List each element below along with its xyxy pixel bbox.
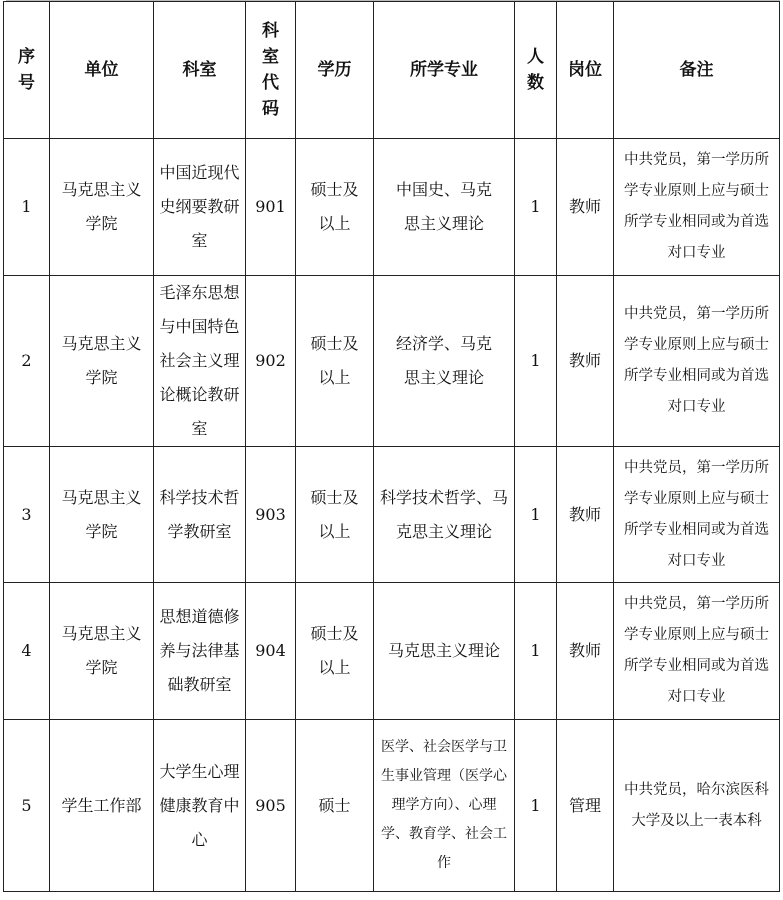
cell-no: 4 — [4, 583, 50, 720]
cell-remark: 中共党员，第一学历所学专业原则上应与硕士所学专业相同或为首选对口专业 — [614, 139, 780, 276]
header-no: 序号 — [4, 2, 50, 139]
cell-code: 901 — [246, 139, 296, 276]
cell-dept: 中国近现代史纲要教研室 — [154, 139, 246, 276]
cell-unit: 马克思主义学院 — [50, 447, 154, 583]
cell-code: 904 — [246, 583, 296, 720]
cell-major: 马克思主义理论 — [374, 583, 515, 720]
cell-remark: 中共党员，第一学历所学专业原则上应与硕士所学专业相同或为首选对口专业 — [614, 583, 780, 720]
cell-no: 1 — [4, 139, 50, 276]
cell-post: 教师 — [557, 583, 614, 720]
header-row — [4, 2, 780, 139]
cell-post: 教师 — [557, 276, 614, 447]
cell-dept: 大学生心理健康教育中心 — [154, 720, 246, 892]
cell-unit: 学生工作部 — [50, 720, 154, 892]
cell-unit: 马克思主义学院 — [50, 583, 154, 720]
table-row — [4, 276, 780, 447]
cell-major: 医学、社会医学与卫生事业管理（医学心理学方向）、心理学、教育学、社会工作 — [374, 720, 515, 892]
cell-major: 经济学、马克思主义理论 — [374, 276, 515, 447]
cell-no: 5 — [4, 720, 50, 892]
cell-code: 905 — [246, 720, 296, 892]
cell-unit: 马克思主义学院 — [50, 276, 154, 447]
cell-count: 1 — [515, 720, 557, 892]
cell-education: 硕士 — [296, 720, 374, 892]
cell-code: 903 — [246, 447, 296, 583]
recruitment-table — [3, 1, 780, 892]
header-dept-code: 科室代码 — [246, 2, 296, 139]
cell-post: 教师 — [557, 139, 614, 276]
cell-major: 中国史、马克思主义理论 — [374, 139, 515, 276]
cell-dept: 科学技术哲学教研室 — [154, 447, 246, 583]
cell-education: 硕士及以上 — [296, 583, 374, 720]
table-row — [4, 583, 780, 720]
cell-remark: 中共党员，第一学历所学专业原则上应与硕士所学专业相同或为首选对口专业 — [614, 447, 780, 583]
cell-post: 教师 — [557, 447, 614, 583]
table-row — [4, 720, 780, 892]
header-education: 学历 — [296, 2, 374, 139]
cell-remark: 中共党员，第一学历所学专业原则上应与硕士所学专业相同或为首选对口专业 — [614, 276, 780, 447]
cell-dept: 毛泽东思想与中国特色社会主义理论概论教研室 — [154, 276, 246, 447]
cell-education: 硕士及以上 — [296, 139, 374, 276]
cell-major: 科学技术哲学、马克思主义理论 — [374, 447, 515, 583]
cell-unit: 马克思主义学院 — [50, 139, 154, 276]
table-row — [4, 447, 780, 583]
cell-count: 1 — [515, 583, 557, 720]
cell-code: 902 — [246, 276, 296, 447]
cell-no: 3 — [4, 447, 50, 583]
cell-education: 硕士及以上 — [296, 276, 374, 447]
cell-post: 管理 — [557, 720, 614, 892]
header-dept: 科室 — [154, 2, 246, 139]
cell-remark: 中共党员，哈尔滨医科大学及以上一表本科 — [614, 720, 780, 892]
cell-count: 1 — [515, 276, 557, 447]
cell-education: 硕士及以上 — [296, 447, 374, 583]
header-post: 岗位 — [557, 2, 614, 139]
header-unit: 单位 — [50, 2, 154, 139]
header-remark: 备注 — [614, 2, 780, 139]
cell-count: 1 — [515, 139, 557, 276]
cell-no: 2 — [4, 276, 50, 447]
header-count: 人数 — [515, 2, 557, 139]
table-row — [4, 139, 780, 276]
cell-dept: 思想道德修养与法律基础教研室 — [154, 583, 246, 720]
cell-count: 1 — [515, 447, 557, 583]
header-major: 所学专业 — [374, 2, 515, 139]
